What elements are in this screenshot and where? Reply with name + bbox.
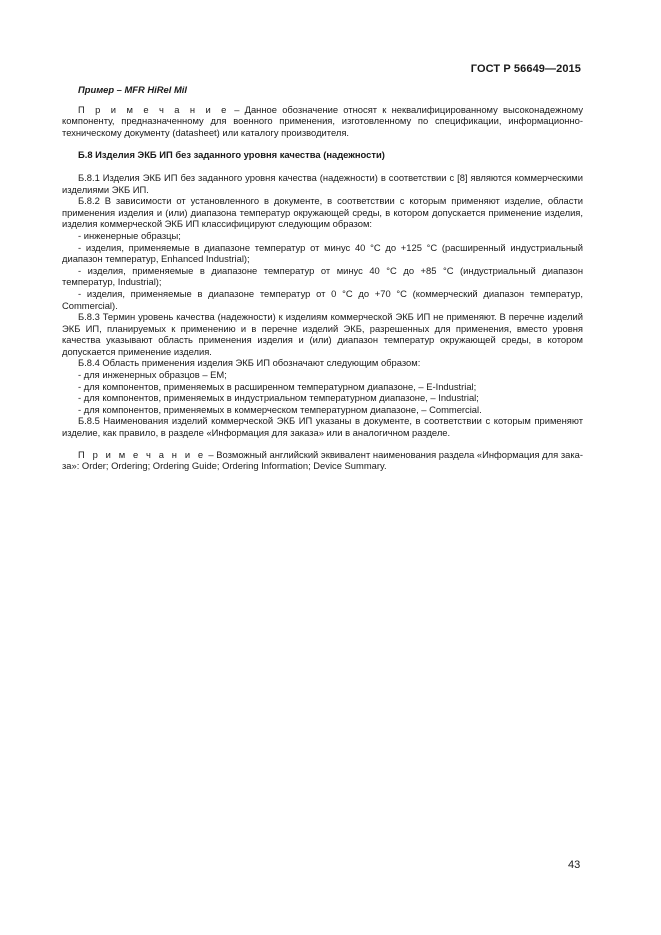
list-item: - для компонентов, применяемых в коммерческом температурном диапазоне, – Commercial. bbox=[78, 403, 482, 415]
note-text: – Возможный английский эквивалент наименования раздела «Информация для заказа»: Order; Ordering; Ordering Guide; Ordering Information; Device Summary. bbox=[62, 448, 583, 472]
list-item: - инженерные образцы; bbox=[78, 229, 181, 241]
application-area-list bbox=[62, 369, 583, 415]
paragraph-b84: Б.8.4 Область применения изделия ЭКБ ИП обозначают следующим образом: bbox=[78, 357, 421, 369]
paragraph-b81: Б.8.1 Изделия ЭКБ ИП без заданного уровня качества (надежности) в соответствии с [8] являются коммерческими изделиями ЭКБ ИП. bbox=[62, 171, 583, 195]
list-item: - для компонентов, применяемых в индустриальном температурном диапазоне, – Industrial; bbox=[78, 392, 479, 404]
list-item: - для компонентов, применяемых в расширенном температурном диапазоне, – E-Industrial; bbox=[78, 380, 477, 392]
document-code: ГОСТ Р 56649—2015 bbox=[470, 63, 581, 75]
list-item: - изделия, применяемые в диапазоне температур от минус 40 °С до +85 °С (индустриальный диапазон температур, Industrial); bbox=[62, 264, 583, 288]
example-title: Пример – MFR HiRel Mil bbox=[78, 84, 187, 95]
page-number: 43 bbox=[568, 859, 581, 871]
note-text: – Данное обозначение относят к неквалифицированному высоконадежному компоненту, предназначенному для военного применения, изготовленному по спецификации, информационно-техническому документу (datasheet) или каталогу производителя. bbox=[62, 103, 584, 138]
page-content bbox=[62, 84, 583, 472]
note-label: П р и м е ч а н и е bbox=[78, 448, 206, 460]
paragraph-b85: Б.8.5 Наименования изделий коммерческой ЭКБ ИП указаны в документе, в соответствии с которым применяют изделие, как правило, в разделе «Информация для заказа» или в аналогичном разделе. bbox=[62, 415, 583, 439]
list-item: - для инженерных образцов – EM; bbox=[78, 369, 227, 381]
classification-list bbox=[62, 230, 583, 311]
note-paragraph-2 bbox=[62, 449, 583, 472]
section-title: Б.8 Изделия ЭКБ ИП без заданного уровня качества (надежности) bbox=[78, 149, 385, 161]
list-item: - изделия, применяемые в диапазоне температур от минус 40 °С до +125 °С (расширенный индустриальный диапазон температур, Enhanced Industrial); bbox=[62, 241, 583, 265]
note-paragraph-1 bbox=[62, 104, 583, 139]
paragraph-b83: Б.8.3 Термин уровень качества (надежности) к изделиям коммерческой ЭКБ ИП не применяют. В перечне изделий ЭКБ ИП, планируемых к применению и в перечне изделий ЭКБ, разрешенных для применения, вместо уровня качества указывают область применения изделия и (или) диапазон температур окружающей среды, в котором допускается применение изделия. bbox=[62, 311, 583, 357]
list-item: - изделия, применяемые в диапазоне температур от 0 °С до +70 °С (коммерческий диапазон температур, Commercial). bbox=[62, 287, 583, 311]
paragraph-b82: Б.8.2 В зависимости от установленного в документе, в соответствии с которым применяют изделие, области применения изделия и (или) диапазона температур окружающей среды, в котором допускается применение изделия, изделия коммерческой ЭКБ ИП классифицируют следующим образом: bbox=[62, 195, 583, 230]
note-label: П р и м е ч а н и е bbox=[78, 103, 229, 115]
